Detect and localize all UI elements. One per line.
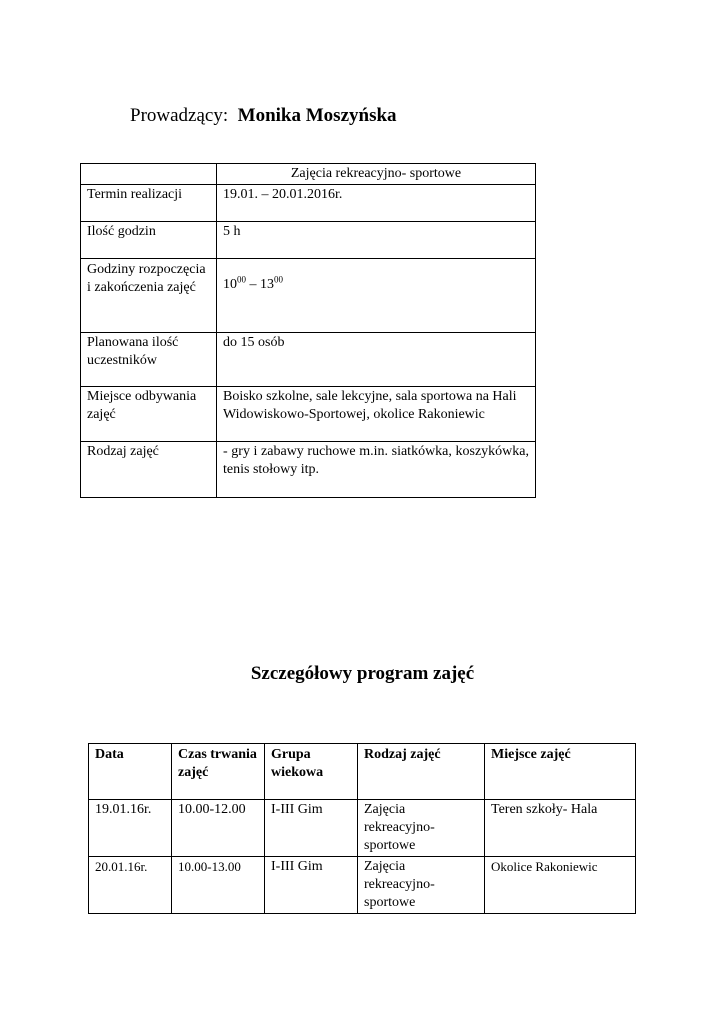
cell-date: 19.01.16r. <box>89 800 172 857</box>
cell-type: Zajęcia rekreacyjno-sportowe <box>358 800 485 857</box>
cell-time: 10.00-12.00 <box>172 800 265 857</box>
row-value: 19.01. – 20.01.2016r. <box>217 185 536 222</box>
row-value-hours: $10^{00} - 13^{00}$ <box>217 259 536 333</box>
col-header: Rodzaj zajęć <box>358 744 485 800</box>
table-row <box>81 222 536 259</box>
table-cell <box>81 164 217 185</box>
cell-type: Zajęcia rekreacyjno-sportowe <box>358 857 485 914</box>
row-label: Miejsce odbywania zajęć <box>81 387 217 442</box>
row-value: do 15 osób <box>217 333 536 387</box>
table-row <box>89 800 636 857</box>
table-row <box>81 164 536 185</box>
row-label: Ilość godzin <box>81 222 217 259</box>
program-title: Szczegółowy program zajęć <box>250 663 475 684</box>
col-header: Data <box>89 744 172 800</box>
row-label: Planowana ilość uczestników <box>81 333 217 387</box>
cell-place: Teren szkoły- Hala <box>485 800 636 857</box>
instructor-label: Prowadzący: <box>130 105 229 126</box>
info-table-title: Zajęcia rekreacyjno- sportowe <box>217 164 536 185</box>
col-header: Grupa wiekowa <box>265 744 358 800</box>
col-header: Czas trwania zajęć <box>172 744 265 800</box>
instructor-line <box>130 105 397 127</box>
cell-place: Okolice Rakoniewic <box>485 857 636 914</box>
row-value: Boisko szkolne, sale lekcyjne, sala sportowa na Hali Widowiskowo-Sportowej, okolice Rakoniewic <box>217 387 536 442</box>
col-header: Miejsce zajęć <box>485 744 636 800</box>
cell-date: 20.01.16r. <box>89 857 172 914</box>
program-table <box>88 743 636 914</box>
table-row <box>81 387 536 442</box>
table-row <box>81 333 536 387</box>
info-table <box>80 163 536 498</box>
row-label: Godziny rozpoczęcia i zakończenia zajęć <box>81 259 217 333</box>
row-label: Rodzaj zajęć <box>81 442 217 498</box>
row-value: 5 h <box>217 222 536 259</box>
row-label: Termin realizacji <box>81 185 217 222</box>
table-row <box>81 442 536 498</box>
table-row <box>81 185 536 222</box>
table-header-row <box>89 744 636 800</box>
table-row <box>89 857 636 914</box>
table-row <box>81 259 536 333</box>
instructor-name: Monika Moszyńska <box>237 105 397 126</box>
cell-group: I-III Gim <box>265 857 358 914</box>
cell-group: I-III Gim <box>265 800 358 857</box>
row-value: - gry i zabawy ruchowe m.in. siatkówka, koszykówka, tenis stołowy itp. <box>217 442 536 498</box>
cell-time: 10.00-13.00 <box>172 857 265 914</box>
